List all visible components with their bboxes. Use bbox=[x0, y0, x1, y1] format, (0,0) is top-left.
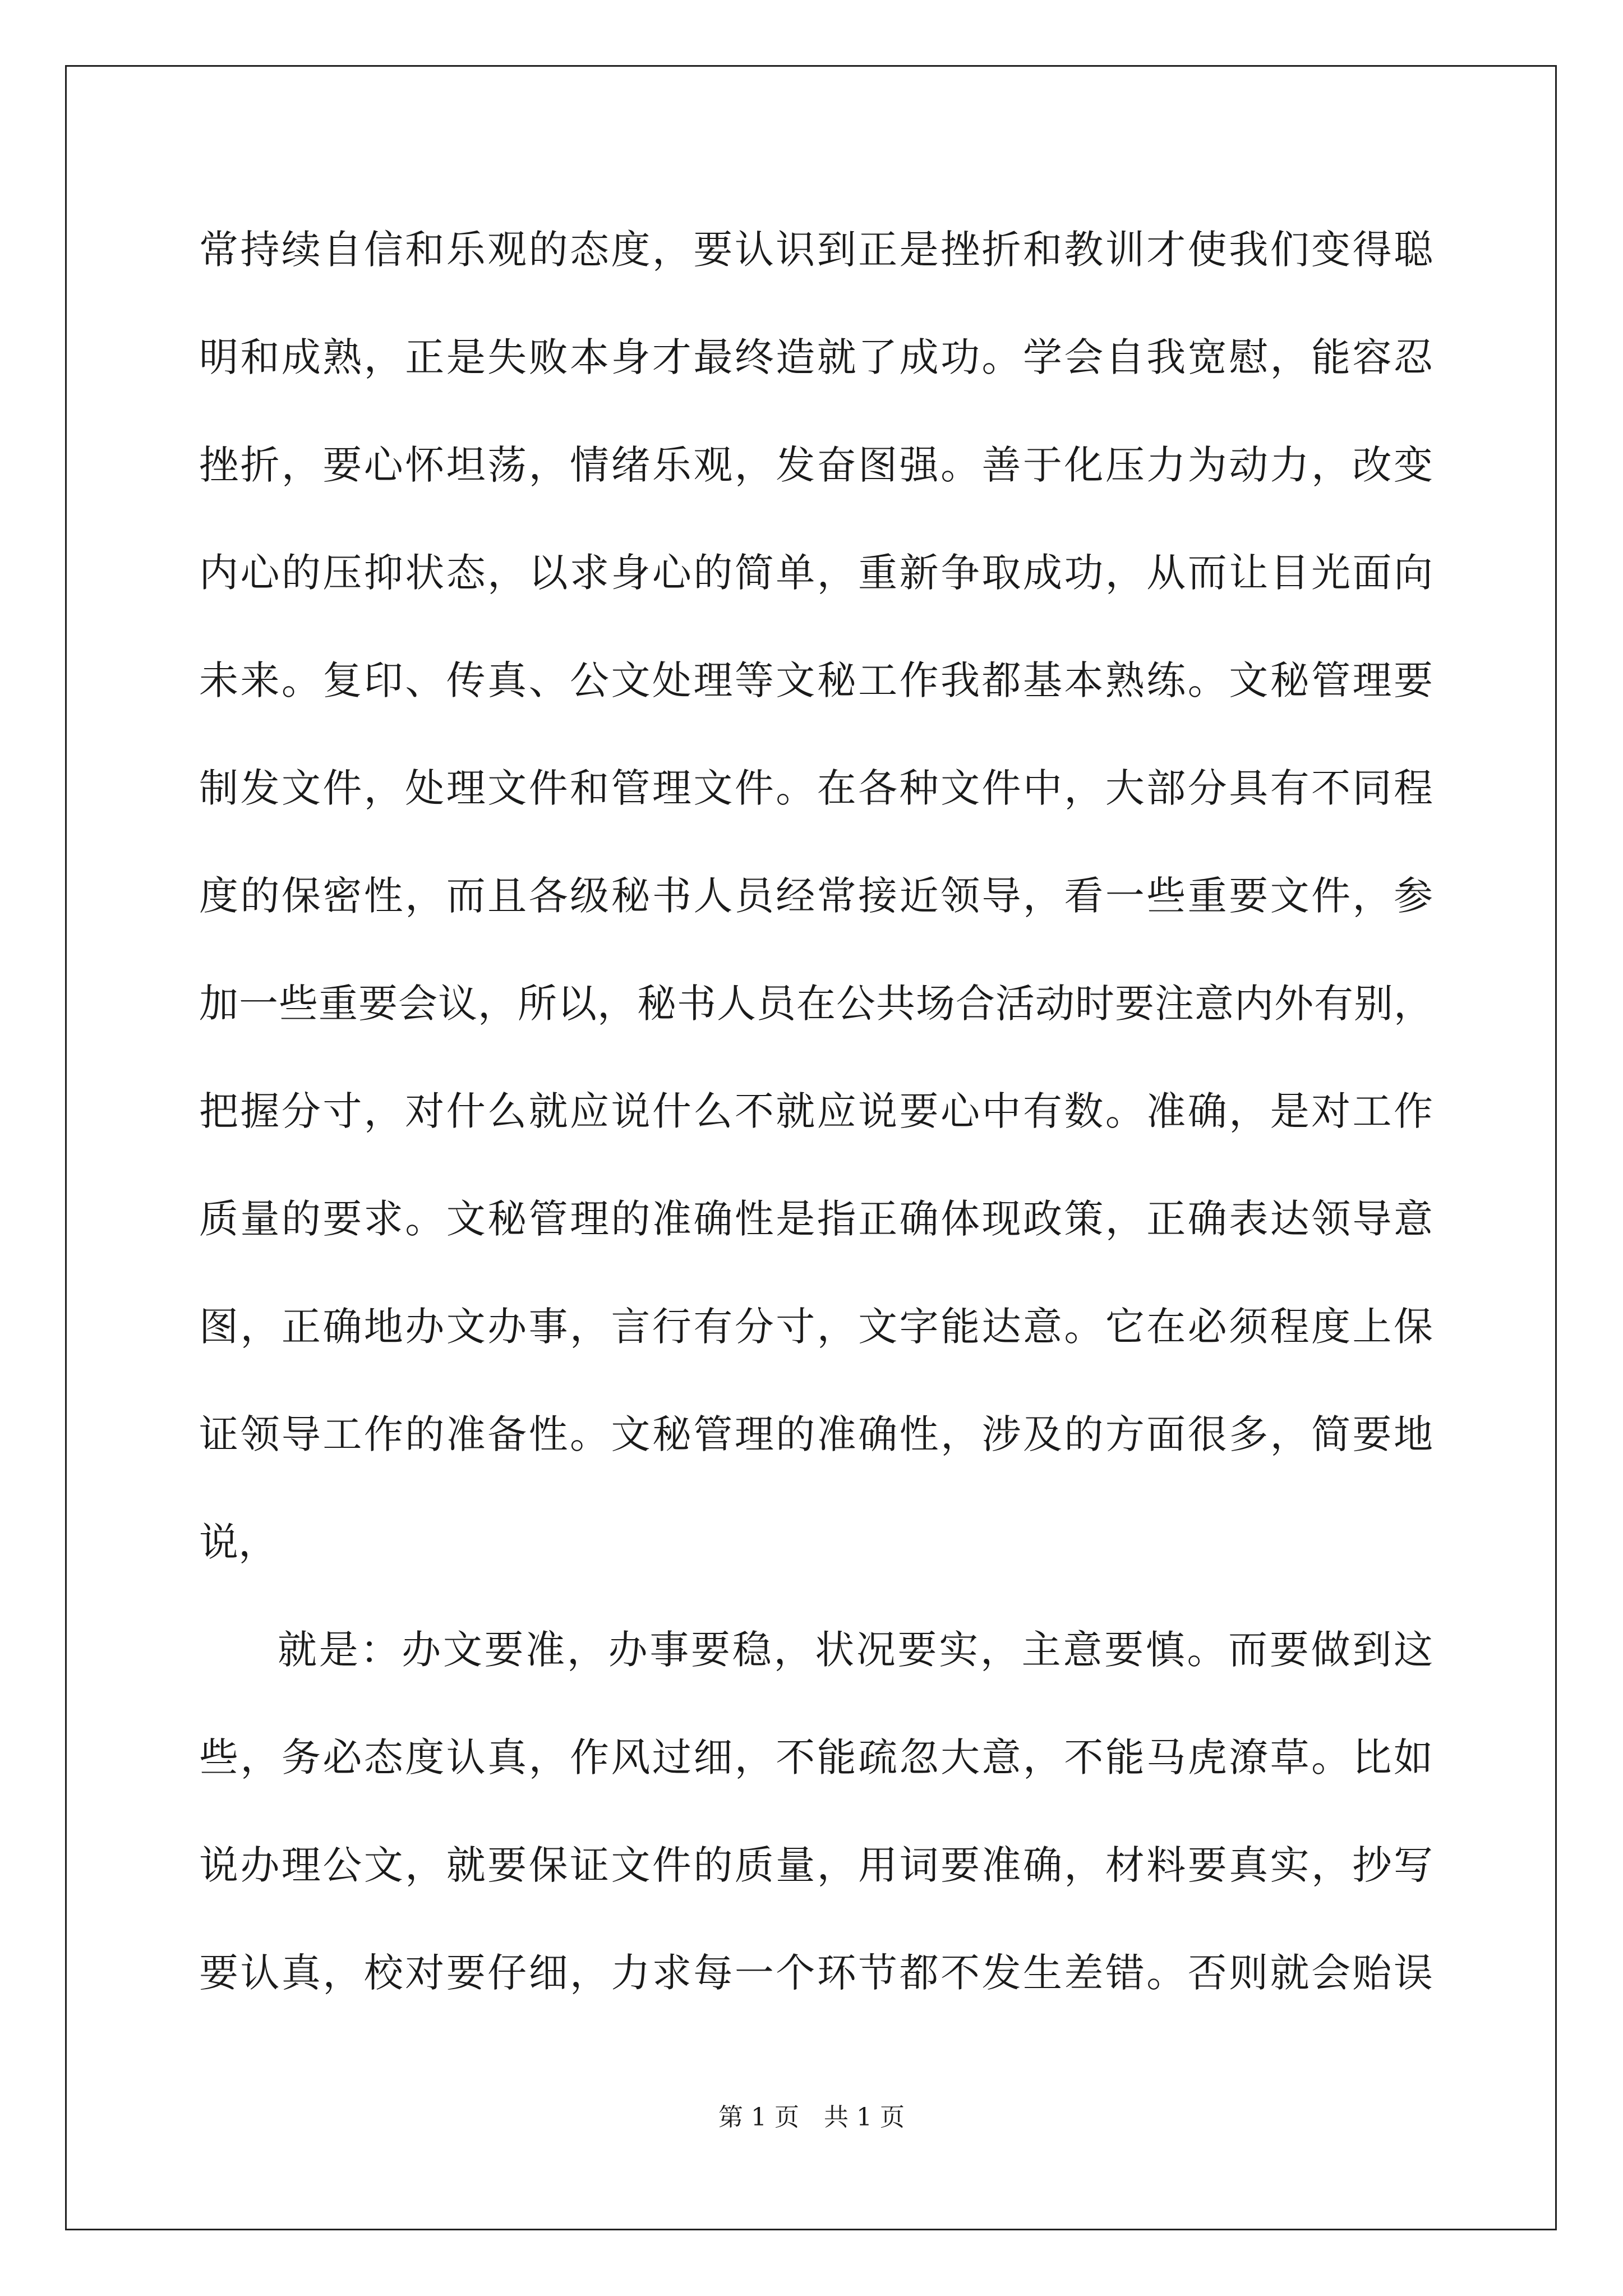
text-line: 质量的要求。文秘管理的准确性是指正确体现政策，正确表达领导意 bbox=[199, 1196, 1433, 1242]
text-line: 挫折，要心怀坦荡，情绪乐观，发奋图强。善于化压力为动力，改变 bbox=[199, 442, 1433, 488]
text-line: 常持续自信和乐观的态度，要认识到正是挫折和教训才使我们变得聪 bbox=[199, 227, 1433, 273]
text-line: 说办理公文，就要保证文件的质量，用词要准确，材料要真实，抄写 bbox=[199, 1842, 1433, 1888]
text-line: 就是：办文要准，办事要稳，状况要实，主意要慎。而要做到这 bbox=[278, 1627, 1433, 1673]
text-line: 要认真，校对要仔细，力求每一个环节都不发生差错。否则就会贻误 bbox=[199, 1950, 1433, 1996]
paragraph-1 bbox=[199, 216, 1433, 1616]
text-line: 图，正确地办文办事，言行有分寸，文字能达意。它在必须程度上保 bbox=[199, 1304, 1433, 1350]
page-footer: 第 1 页 共 1 页 bbox=[718, 2103, 905, 2132]
text-line: 加一些重要会议，所以，秘书人员在公共场合活动时要注意内外有别， bbox=[199, 981, 1433, 1027]
paragraph-2 bbox=[199, 1616, 1433, 2047]
text-line: 制发文件，处理文件和管理文件。在各种文件中，大部分具有不同程 bbox=[199, 765, 1433, 811]
text-line: 未来。复印、传真、公文处理等文秘工作我都基本熟练。文秘管理要 bbox=[199, 657, 1433, 703]
text-line: 内心的压抑状态，以求身心的简单，重新争取成功，从而让目光面向 bbox=[199, 550, 1433, 596]
text-line: 度的保密性，而且各级秘书人员经常接近领导，看一些重要文件，参 bbox=[199, 873, 1433, 919]
text-line: 些，务必态度认真，作风过细，不能疏忽大意，不能马虎潦草。比如 bbox=[199, 1734, 1433, 1780]
text-line: 证领导工作的准备性。文秘管理的准确性，涉及的方面很多，简要地 bbox=[199, 1411, 1433, 1457]
text-line: 明和成熟，正是失败本身才最终造就了成功。学会自我宽慰，能容忍 bbox=[199, 334, 1433, 380]
document-body bbox=[199, 216, 1433, 2047]
text-line: 把握分寸，对什么就应说什么不就应说要心中有数。准确，是对工作 bbox=[199, 1088, 1433, 1134]
text-line: 说， bbox=[199, 1519, 278, 1565]
